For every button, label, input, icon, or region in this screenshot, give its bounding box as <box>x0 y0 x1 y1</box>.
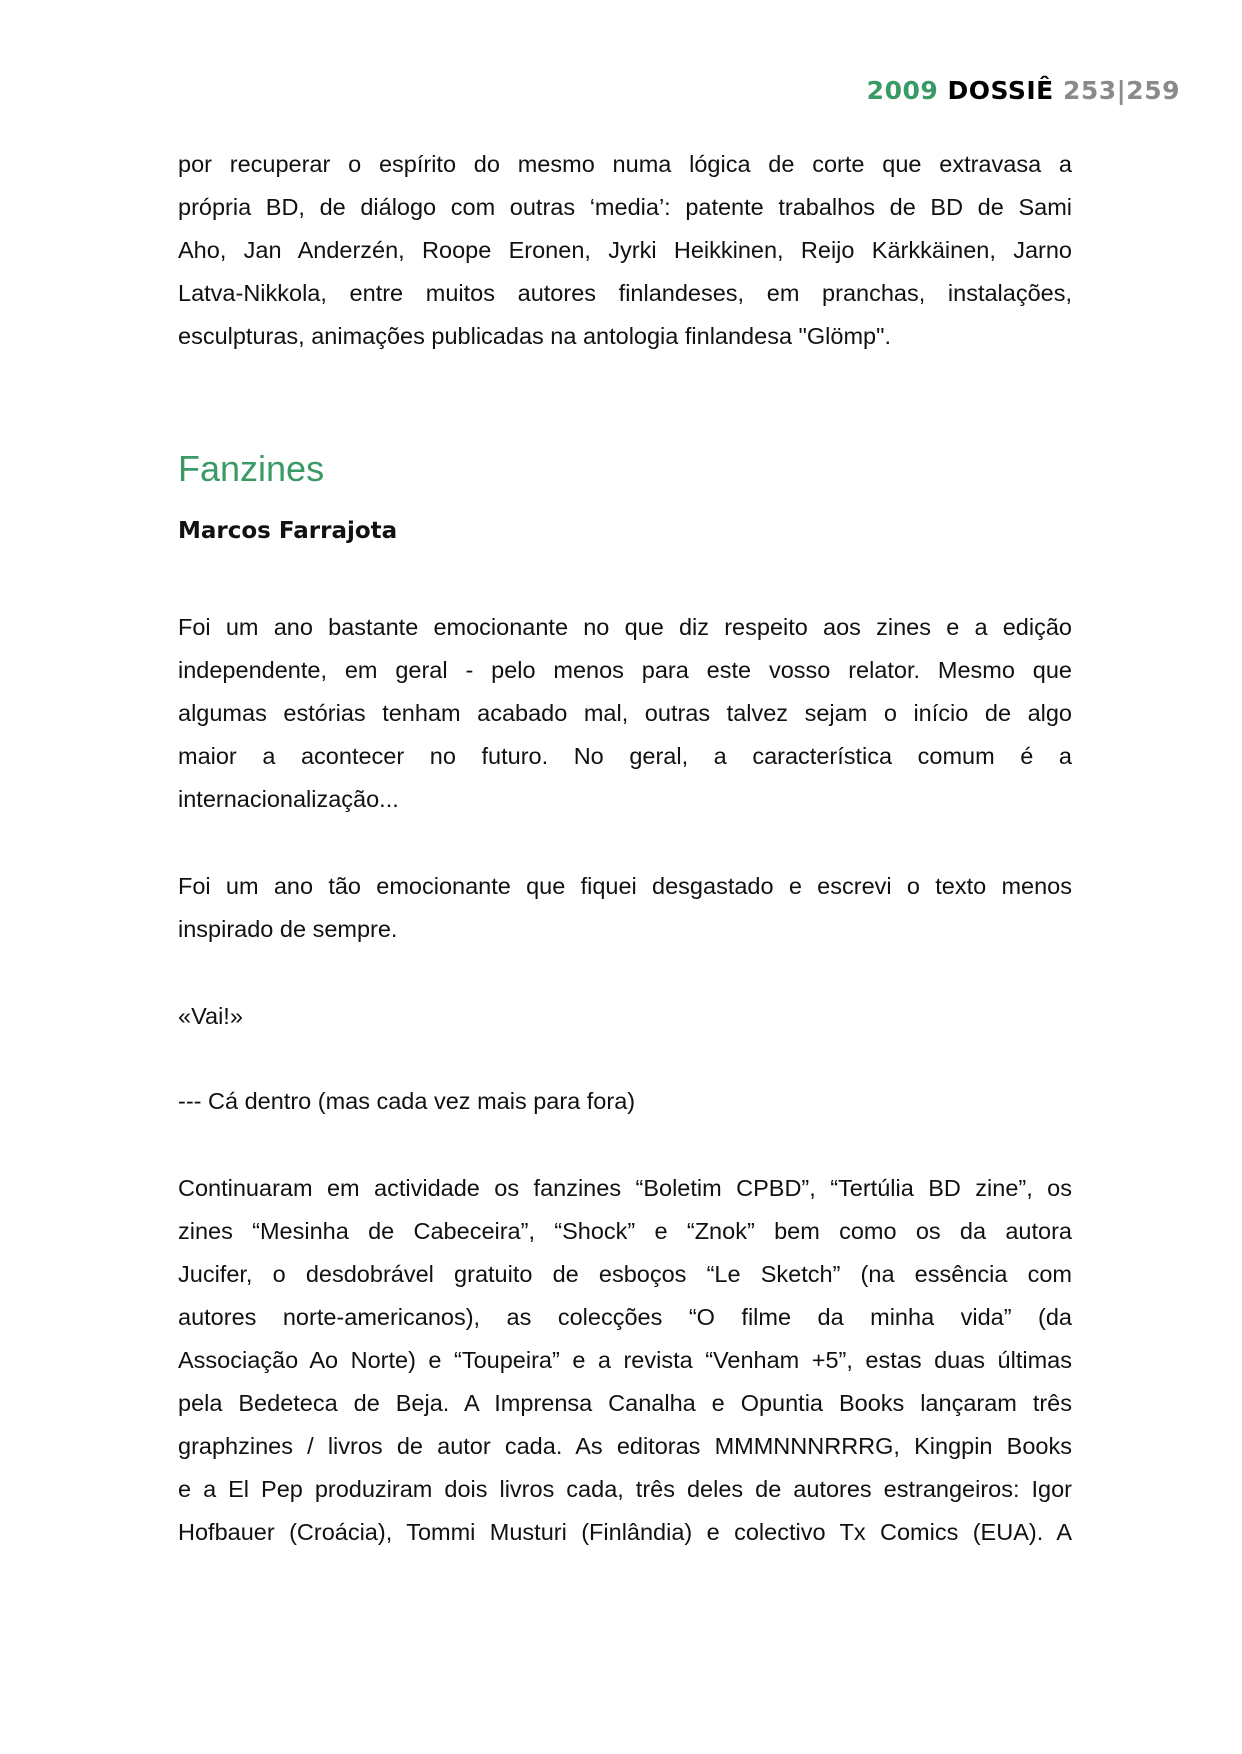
paragraph-3 <box>178 865 1072 951</box>
header-page-numbers: 253|259 <box>1062 76 1180 105</box>
text-line: Jucifer, o desdobrável gratuito de esboços “Le Sketch” (na essência com <box>178 1261 1072 1287</box>
author-name: Marcos Farrajota <box>178 518 398 544</box>
text-line: graphzines / livros de autor cada. As editoras MMMNNNRRRG, Kingpin Books <box>178 1433 1072 1459</box>
text-line: algumas estórias tenham acabado mal, outras talvez sejam o início de algo <box>178 700 1072 726</box>
paragraph-6 <box>178 1167 1072 1554</box>
text-line: --- Cá dentro (mas cada vez mais para fora) <box>178 1088 636 1114</box>
text-line: autores norte-americanos), as colecções “O filme da minha vida” (da <box>178 1304 1072 1330</box>
paragraph-5 <box>178 1080 1072 1123</box>
text-line: e a El Pep produziram dois livros cada, três deles de autores estrangeiros: Igor <box>178 1476 1072 1502</box>
text-line: Continuaram em actividade os fanzines “Boletim CPBD”, “Tertúlia BD zine”, os <box>178 1175 1072 1201</box>
paragraph-4 <box>178 995 1072 1038</box>
paragraph-1 <box>178 143 1072 358</box>
text-line: zines “Mesinha de Cabeceira”, “Shock” e “Znok” bem como os da autora <box>178 1218 1072 1244</box>
text-line: «Vai!» <box>178 1003 243 1029</box>
running-header <box>867 76 1180 105</box>
text-line: Hofbauer (Croácia), Tommi Musturi (Finlândia) e colectivo Tx Comics (EUA). A <box>178 1519 1072 1545</box>
text-line: própria BD, de diálogo com outras ‘media’: patente trabalhos de BD de Sami <box>178 194 1072 220</box>
text-line: Latva-Nikkola, entre muitos autores finlandeses, em pranchas, instalações, <box>178 280 1072 306</box>
text-line: pela Bedeteca de Beja. A Imprensa Canalha e Opuntia Books lançaram três <box>178 1390 1072 1416</box>
text-line: esculpturas, animações publicadas na antologia finlandesa "Glömp". <box>178 323 891 349</box>
text-line: Foi um ano tão emocionante que fiquei desgastado e escrevi o texto menos <box>178 873 1072 899</box>
header-year: 2009 <box>866 76 939 105</box>
text-line: Associação Ao Norte) e “Toupeira” e a revista “Venham +5”, estas duas últimas <box>178 1347 1072 1373</box>
text-line: maior a acontecer no futuro. No geral, a característica comum é a <box>178 743 1072 769</box>
text-line: internacionalização... <box>178 786 399 812</box>
paragraph-2 <box>178 606 1072 821</box>
text-line: inspirado de sempre. <box>178 916 398 942</box>
text-line: Foi um ano bastante emocionante no que diz respeito aos zines e a edição <box>178 614 1072 640</box>
text-line: por recuperar o espírito do mesmo numa lógica de corte que extravasa a <box>178 151 1072 177</box>
text-line: Aho, Jan Anderzén, Roope Eronen, Jyrki Heikkinen, Reijo Kärkkäinen, Jarno <box>178 237 1072 263</box>
section-heading: Fanzines <box>178 448 325 489</box>
text-line: independente, em geral - pelo menos para este vosso relator. Mesmo que <box>178 657 1072 683</box>
header-title: DOSSIÊ <box>947 76 1054 105</box>
